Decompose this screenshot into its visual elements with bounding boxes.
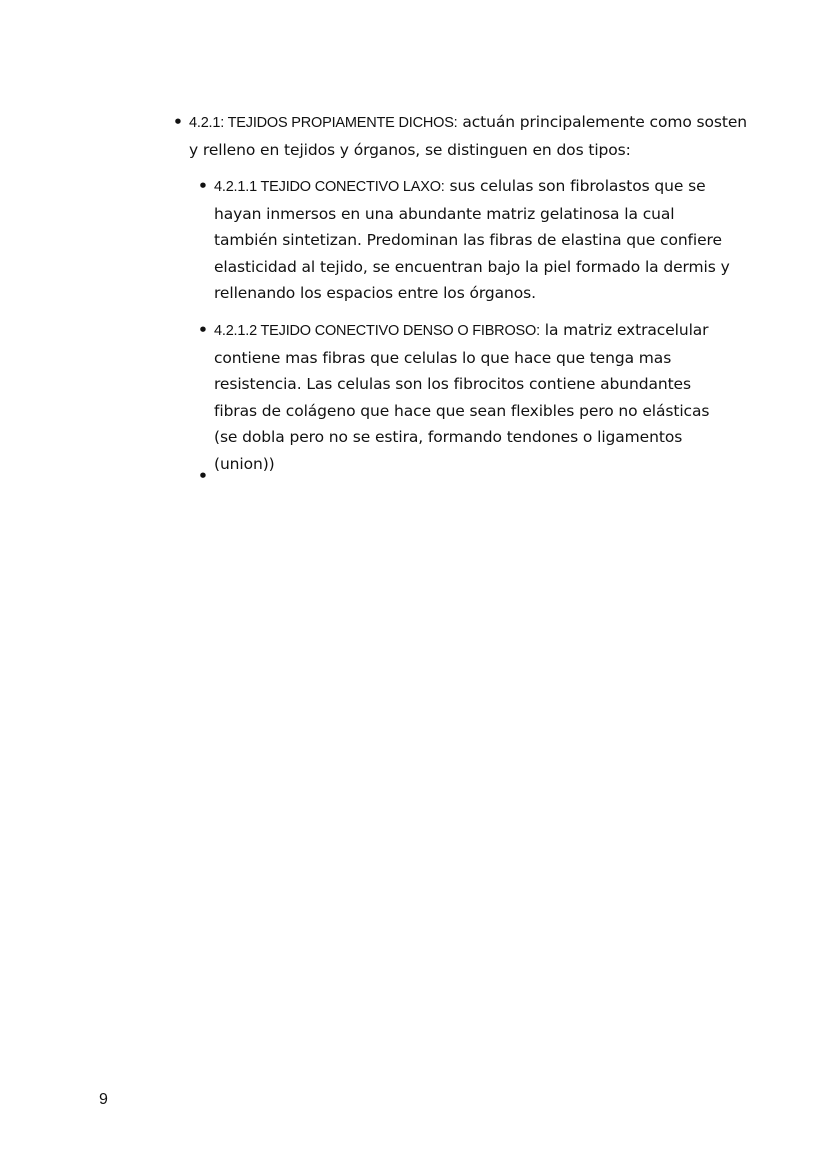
page-number: 9: [99, 1091, 108, 1108]
bullet-icon: •: [173, 113, 183, 131]
item-body: la matriz extracelular contiene mas fibras que celulas lo que hace que tenga mas resistencia. Las celulas son los fibrocitos contiene abundantes fibras de colágeno que hace que sean flexibles pero no elásticas (se dobla pero no se estira, formando tendones o ligamentos (union)): [214, 321, 710, 473]
item-body: actuán principalemente como sosten y relleno en tejidos y órganos, se distinguen en dos tipos:: [189, 113, 748, 159]
bullet-icon: •: [198, 177, 208, 195]
item-body: sus celulas son fibrolastos que se hayan inmersos en una abundante matriz gelatinosa la cual también sintetizan. Predominan las fibras de elastina que confiere elasticidad al tejido, se encuentran bajo la piel formado la dermis y rellenando los espacios entre los órganos.: [214, 177, 730, 302]
list-item-tejido-conectivo-denso: [198, 317, 734, 477]
bullet-icon: •: [198, 321, 208, 339]
item-heading: 4.2.1: TEJIDOS PROPIAMENTE DICHOS:: [189, 115, 458, 131]
item-heading: 4.2.1.1 TEJIDO CONECTIVO LAXO:: [214, 179, 445, 195]
bullet-icon: •: [198, 467, 208, 485]
item-heading: 4.2.1.2 TEJIDO CONECTIVO DENSO O FIBROSO:: [214, 323, 540, 339]
list-item-tejido-conectivo-laxo: [198, 173, 734, 307]
list-item-tejidos-propiamente-dichos: [173, 109, 749, 163]
